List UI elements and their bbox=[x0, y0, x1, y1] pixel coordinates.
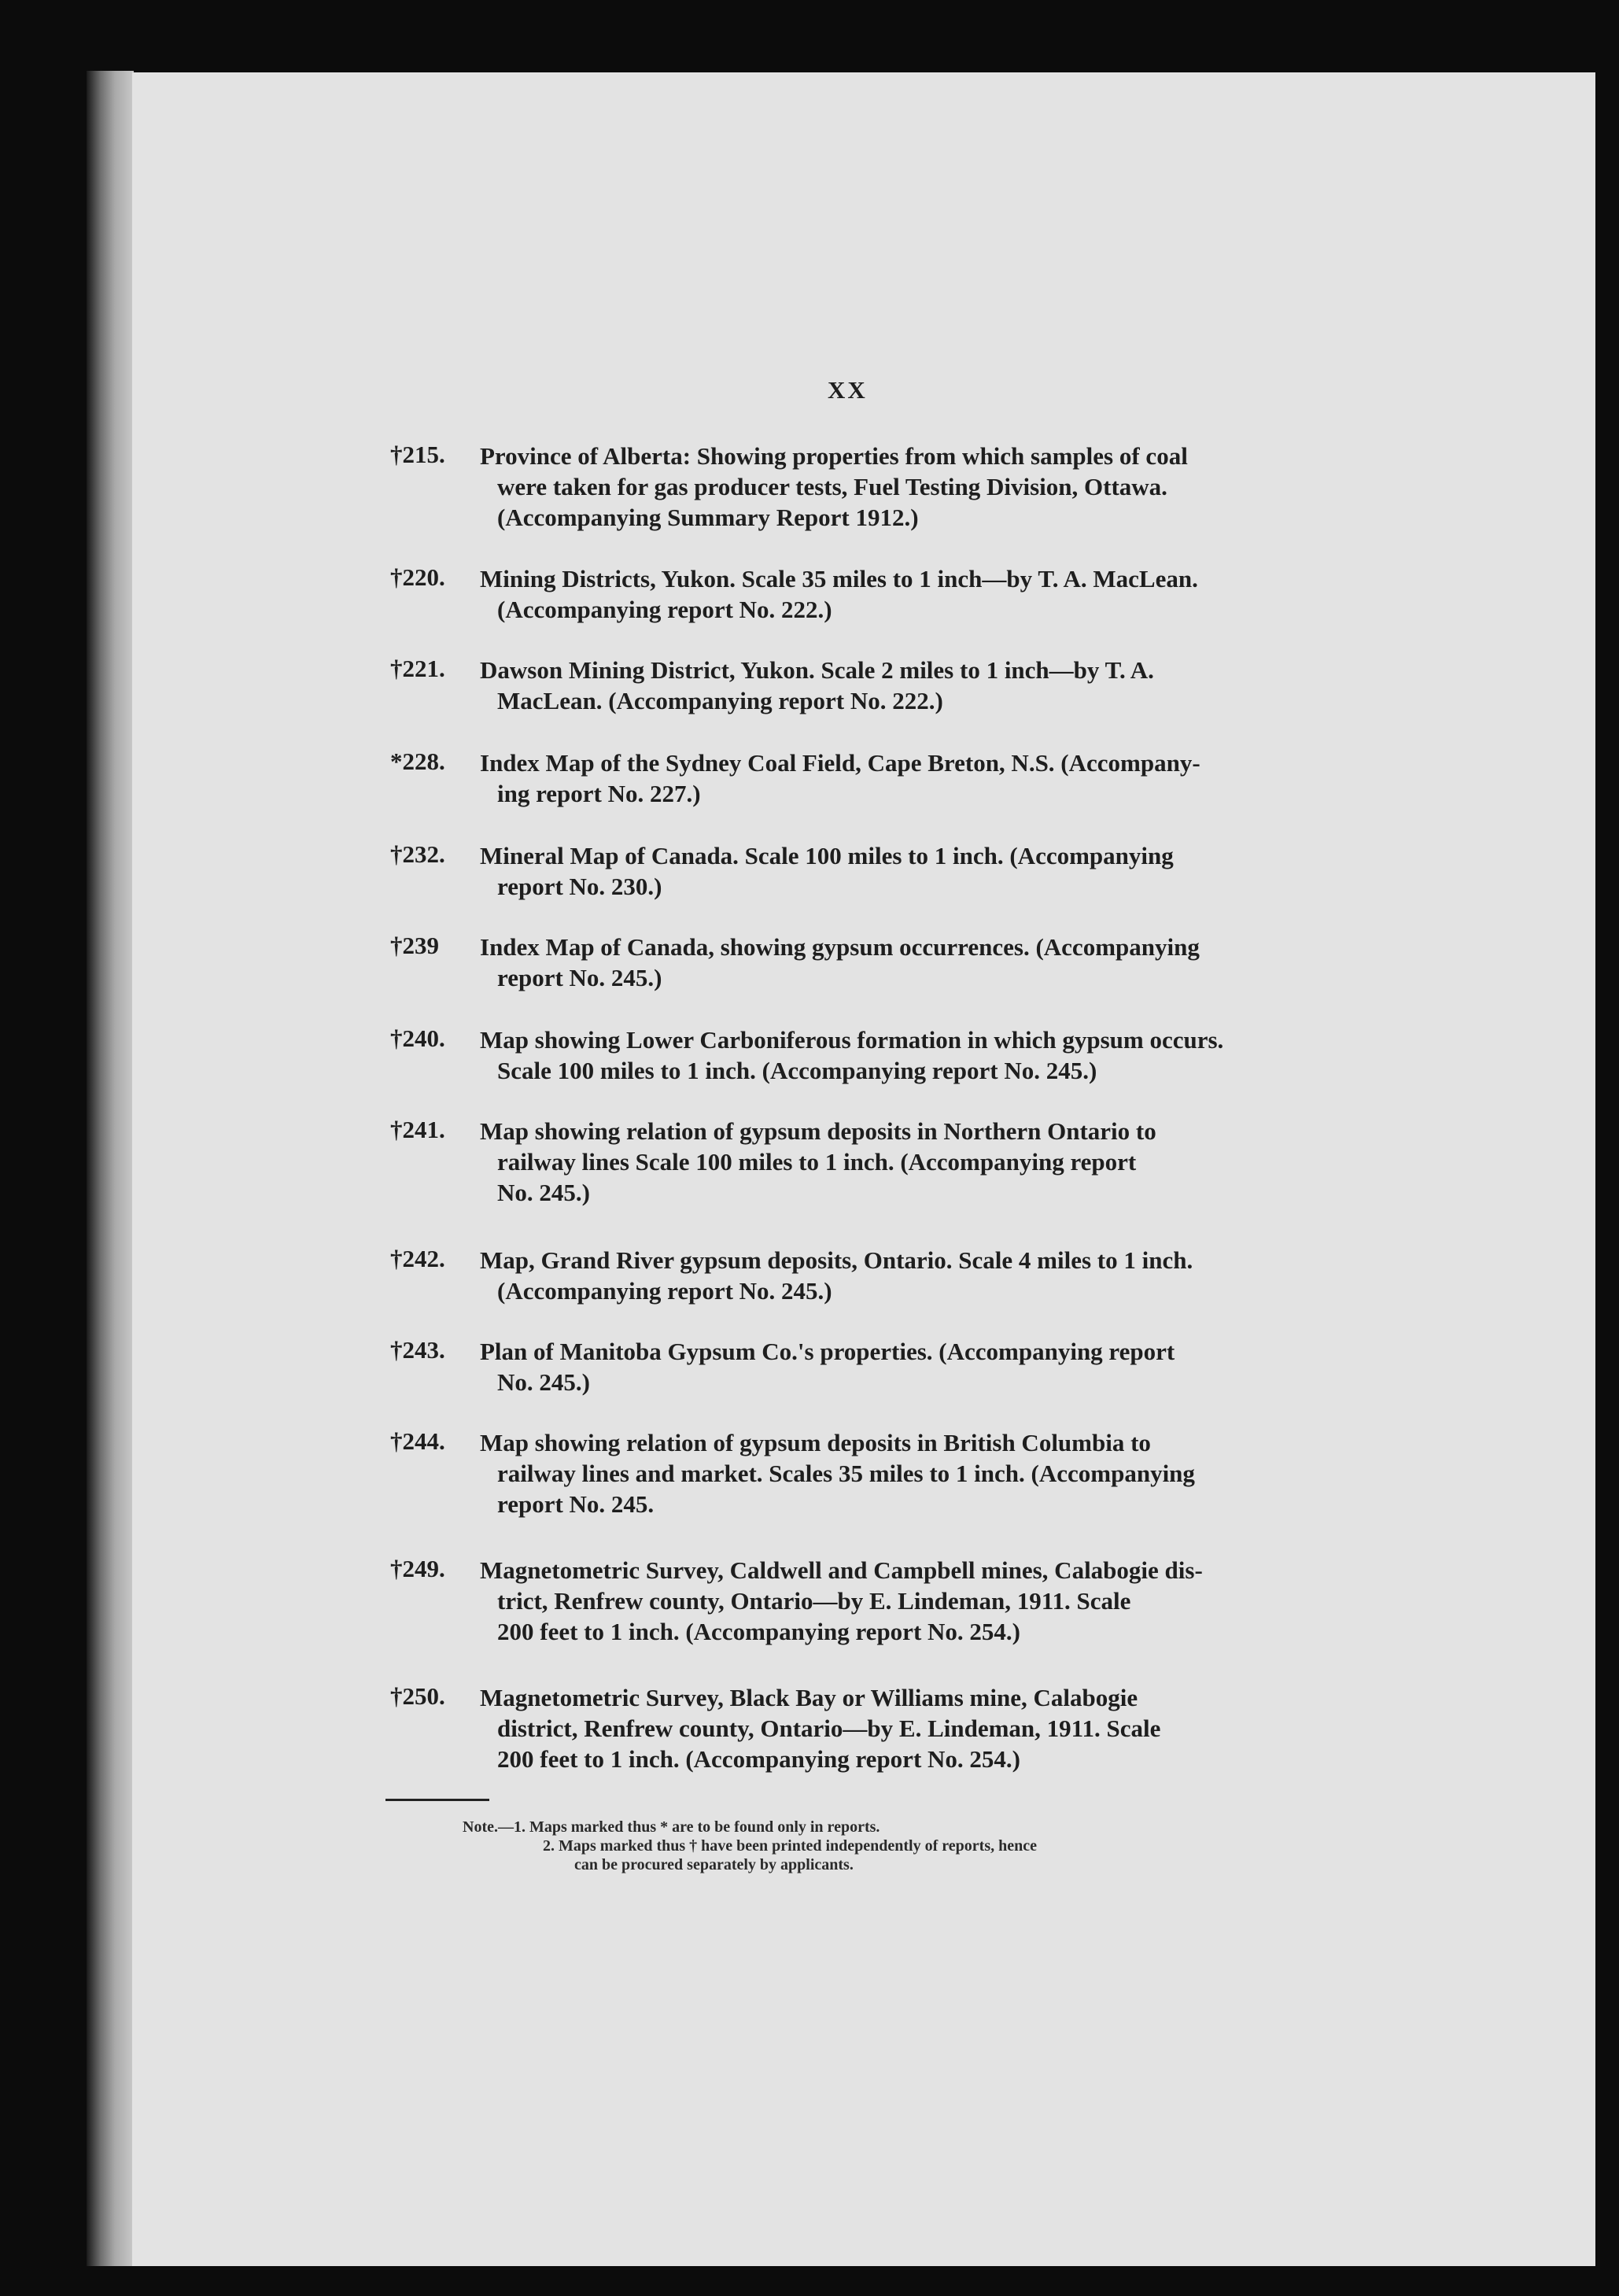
footnotes bbox=[463, 1818, 1289, 1874]
entry-number: †249. bbox=[390, 1555, 445, 1582]
entry-line: No. 245.) bbox=[497, 1368, 590, 1396]
entry-number: †241. bbox=[390, 1116, 445, 1143]
entry-line: ing report No. 227.) bbox=[497, 780, 701, 807]
entry-line: Dawson Mining District, Yukon. Scale 2 miles to 1 inch—by T. A. bbox=[480, 656, 1154, 684]
note-text-1: Maps marked thus * are to be found only in reports. bbox=[529, 1818, 880, 1836]
entry-number: †240. bbox=[390, 1024, 445, 1052]
entry-line: report No. 245.) bbox=[497, 964, 662, 991]
entry-description bbox=[480, 1427, 1290, 1519]
entry-description bbox=[480, 1116, 1290, 1208]
entry-line: railway lines Scale 100 miles to 1 inch. (Accompanying report bbox=[497, 1148, 1137, 1176]
entry-number: †221. bbox=[390, 655, 445, 682]
note-line-2: 2. Maps marked thus † have been printed independently of reports, hence bbox=[543, 1837, 1037, 1855]
entry-number: †243. bbox=[390, 1336, 445, 1364]
entry-line: Map showing relation of gypsum deposits in British Columbia to bbox=[480, 1429, 1151, 1456]
entry-description bbox=[480, 441, 1290, 533]
entry-line: trict, Renfrew county, Ontario—by E. Lindeman, 1911. Scale bbox=[497, 1587, 1131, 1615]
entry-line: MacLean. (Accompanying report No. 222.) bbox=[497, 687, 943, 714]
entry-line: Map showing relation of gypsum deposits in Northern Ontario to bbox=[480, 1117, 1156, 1145]
entry-description bbox=[480, 1682, 1290, 1774]
entry-line: Index Map of the Sydney Coal Field, Cape Breton, N.S. (Accompany- bbox=[480, 749, 1200, 777]
entry-number: *228. bbox=[390, 747, 445, 775]
entry-line: 200 feet to 1 inch. (Accompanying report No. 254.) bbox=[497, 1618, 1020, 1645]
entry-description bbox=[480, 747, 1290, 809]
page-binding-edge bbox=[87, 71, 134, 2266]
entry-line: Plan of Manitoba Gypsum Co.'s properties. (Accompanying report bbox=[480, 1338, 1175, 1365]
entry-line: report No. 245. bbox=[497, 1490, 655, 1518]
entry-number: †244. bbox=[390, 1427, 445, 1455]
entry-description bbox=[480, 1336, 1290, 1397]
entry-line: Map showing Lower Carboniferous formation in which gypsum occurs. bbox=[480, 1026, 1224, 1054]
entry-number: †250. bbox=[390, 1682, 445, 1710]
entry-line: Map, Grand River gypsum deposits, Ontario. Scale 4 miles to 1 inch. bbox=[480, 1246, 1193, 1274]
entry-number: †215. bbox=[390, 441, 445, 468]
note-line-3: can be procured separately by applicants. bbox=[574, 1856, 854, 1873]
entry-line: (Accompanying report No. 222.) bbox=[497, 596, 832, 623]
entry-line: railway lines and market. Scales 35 miles to 1 inch. (Accompanying bbox=[497, 1460, 1195, 1487]
entry-line: Magnetometric Survey, Black Bay or Williams mine, Calabogie bbox=[480, 1684, 1138, 1711]
entry-description bbox=[480, 840, 1290, 902]
note-line-1 bbox=[463, 1818, 1289, 1836]
entry-line: No. 245.) bbox=[497, 1179, 590, 1206]
entry-description bbox=[480, 1024, 1290, 1086]
entry-line: Mining Districts, Yukon. Scale 35 miles to 1 inch—by T. A. MacLean. bbox=[480, 565, 1198, 592]
entry-description bbox=[480, 932, 1290, 993]
page-number: XX bbox=[828, 376, 868, 404]
entry-description bbox=[480, 655, 1290, 716]
entry-line: Index Map of Canada, showing gypsum occurrences. (Accompanying bbox=[480, 933, 1200, 961]
entry-line: Magnetometric Survey, Caldwell and Campbell mines, Calabogie dis- bbox=[480, 1556, 1203, 1584]
entry-line: 200 feet to 1 inch. (Accompanying report No. 254.) bbox=[497, 1745, 1020, 1773]
entry-number: †232. bbox=[390, 840, 445, 868]
entry-line: Scale 100 miles to 1 inch. (Accompanying report No. 245.) bbox=[497, 1057, 1097, 1084]
entry-line: (Accompanying report No. 245.) bbox=[497, 1277, 832, 1305]
footnote-rule bbox=[385, 1799, 489, 1801]
entry-description bbox=[480, 1555, 1290, 1647]
entry-number: †220. bbox=[390, 563, 445, 591]
note-label: Note.—1. bbox=[463, 1818, 526, 1836]
entry-number: †242. bbox=[390, 1245, 445, 1272]
entry-description bbox=[480, 1245, 1290, 1306]
entry-description bbox=[480, 563, 1290, 625]
entry-line: Province of Alberta: Showing properties from which samples of coal bbox=[480, 442, 1188, 470]
entry-line: (Accompanying Summary Report 1912.) bbox=[497, 504, 919, 531]
entry-number: †239 bbox=[390, 932, 439, 959]
entry-line: Mineral Map of Canada. Scale 100 miles to 1 inch. (Accompanying bbox=[480, 842, 1174, 869]
entry-line: district, Renfrew county, Ontario—by E. Lindeman, 1911. Scale bbox=[497, 1715, 1161, 1742]
entry-line: were taken for gas producer tests, Fuel Testing Division, Ottawa. bbox=[497, 473, 1167, 500]
entry-line: report No. 230.) bbox=[497, 873, 662, 900]
